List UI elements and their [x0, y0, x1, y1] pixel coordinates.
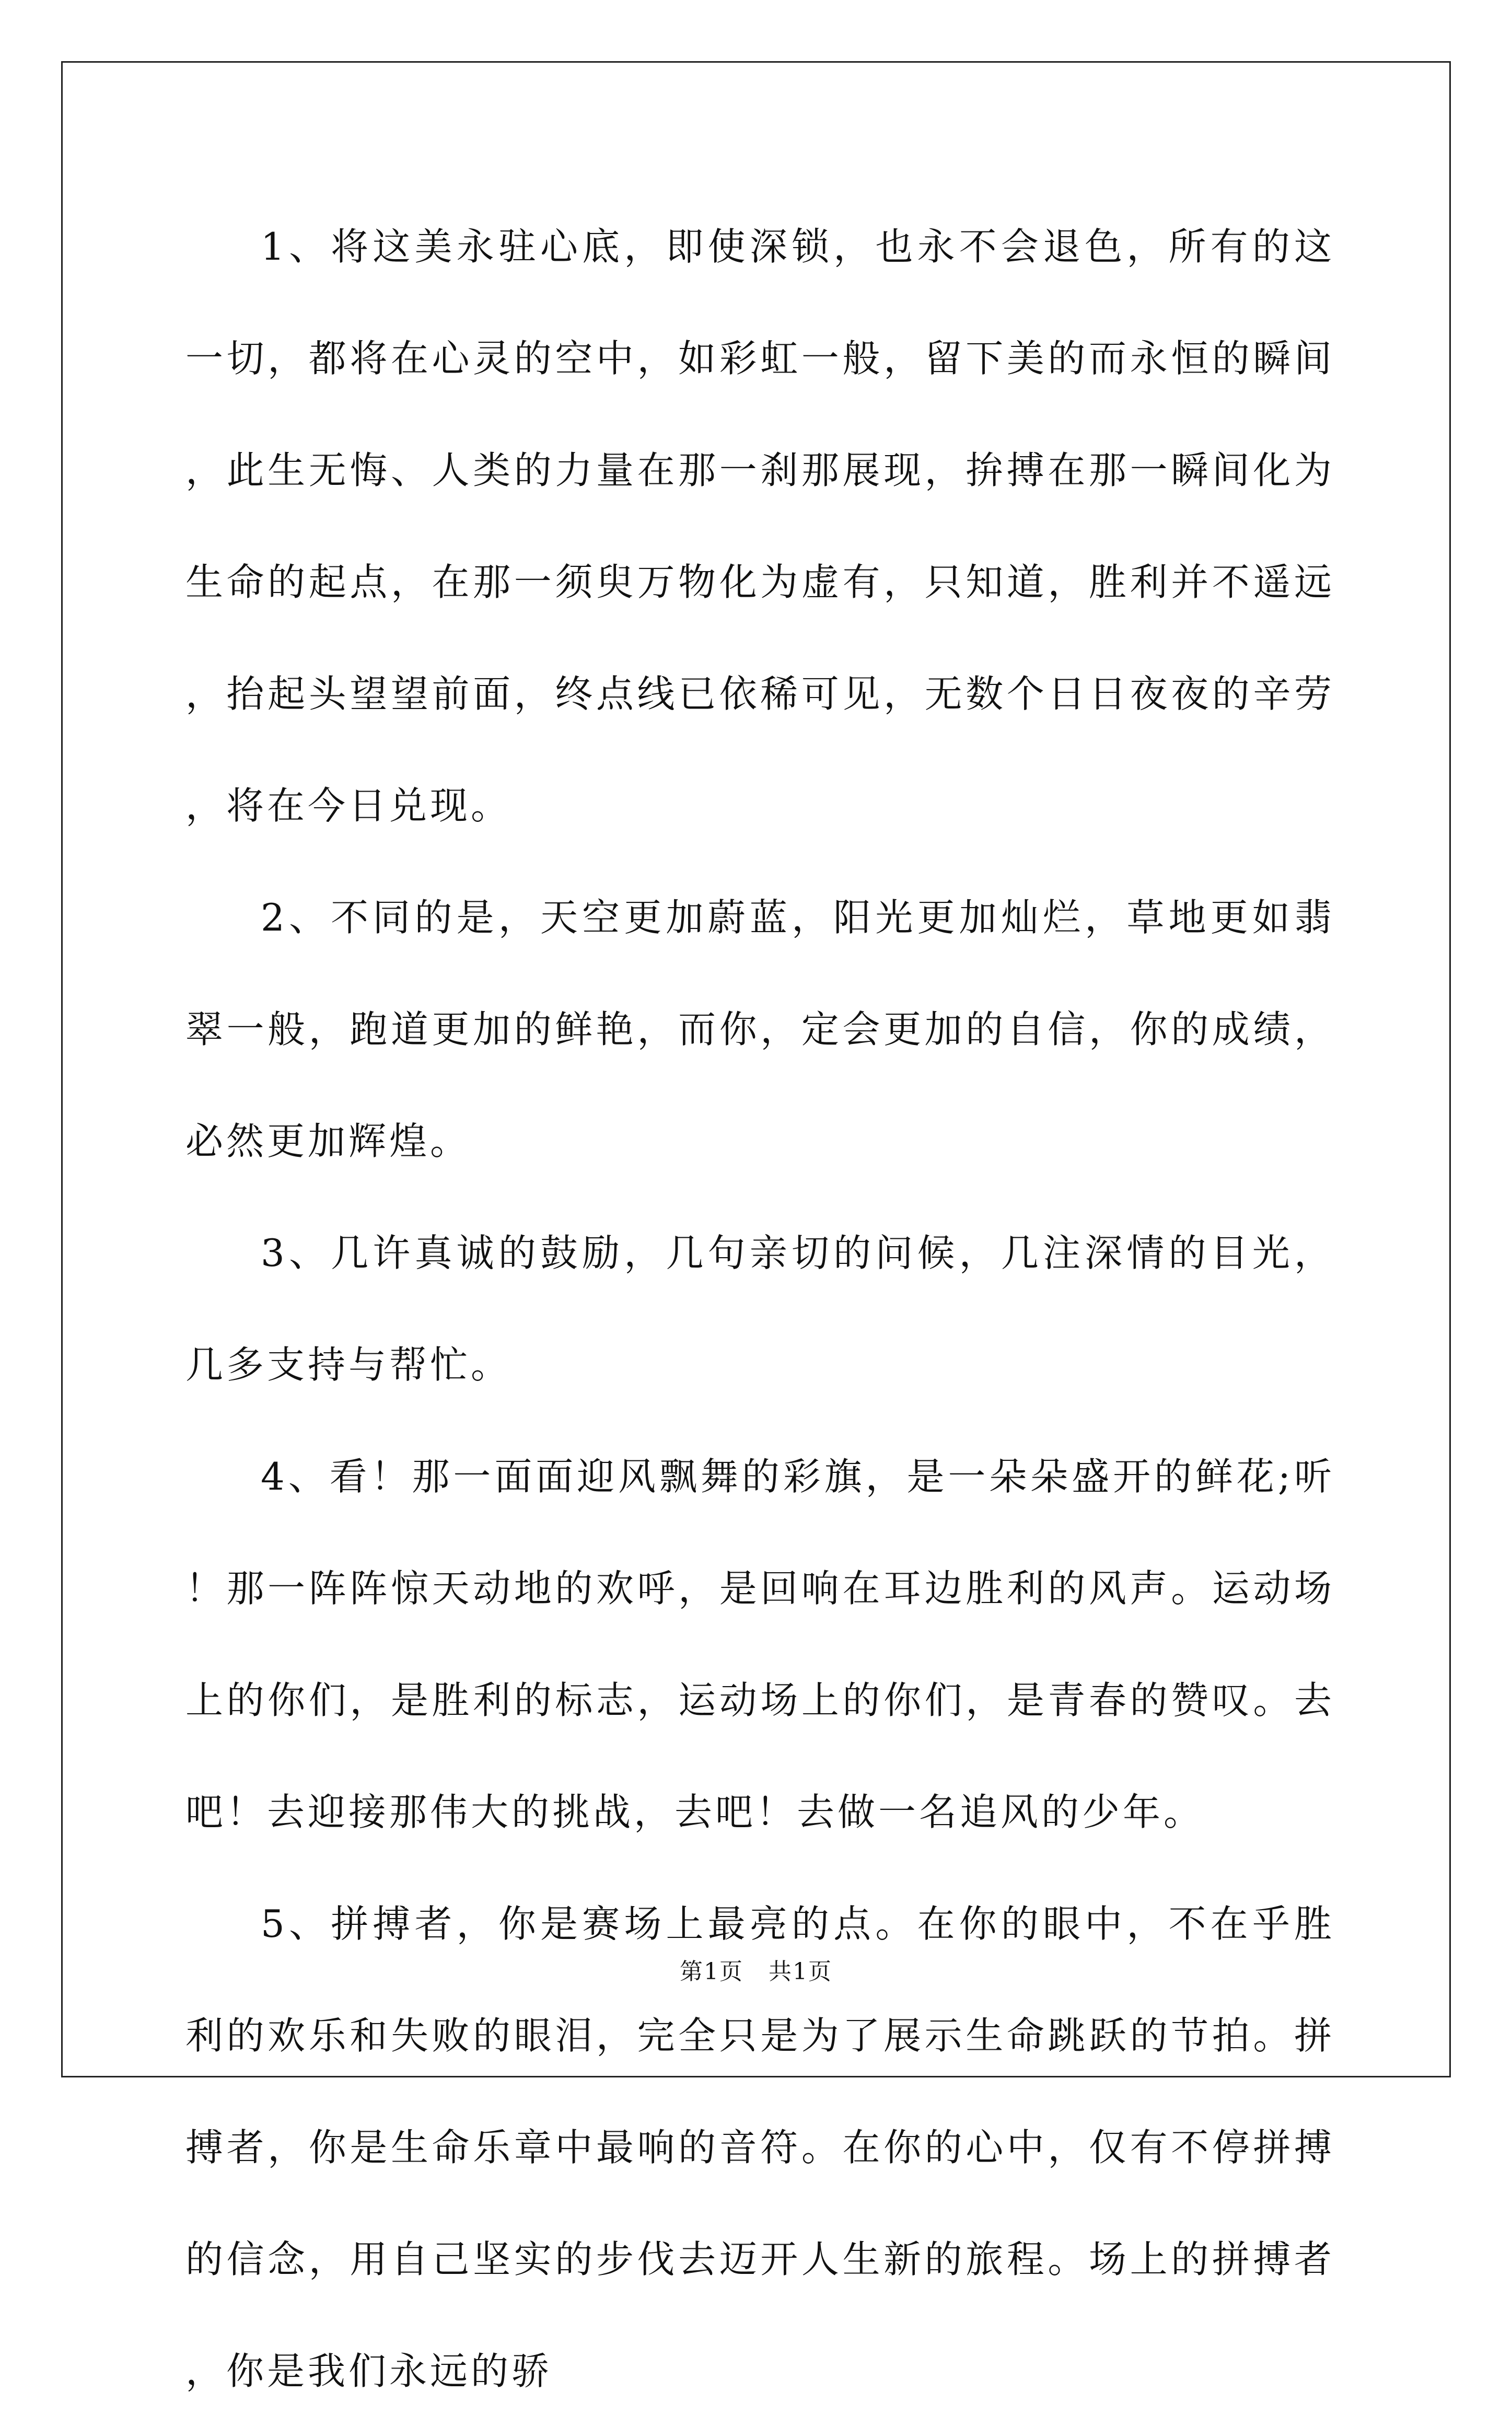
- document-body: [185, 191, 1335, 2427]
- paragraph-1: 1、将这美永驻心底，即使深锁，也永不会退色，所有的这一切，都将在心灵的空中，如彩虹一般，留下美的而永恒的瞬间，此生无悔、人类的力量在那一刹那展现，拚搏在那一瞬间化为生命的起点，在那一须臾万物化为虚有，只知道，胜利并不遥远，抬起头望望前面，终点线已依稀可见，无数个日日夜夜的辛劳，将在今日兑现。: [185, 225, 1335, 828]
- page-footer: [0, 1953, 1512, 1986]
- paragraph-5: 5、拼搏者，你是赛场上最亮的点。在你的眼中，不在乎胜利的欢乐和失败的眼泪，完全只是为了展示生命跳跃的节拍。拼搏者，你是生命乐章中最响的音符。在你的心中，仅有不停拼搏的信念，用自己坚实的步伐去迈开人生新的旅程。场上的拼搏者，你是我们永远的骄: [185, 1902, 1335, 2393]
- paragraph-4: 4、看！那一面面迎风飘舞的彩旗，是一朵朵盛开的鲜花;听！那一阵阵惊天动地的欢呼，是回响在耳边胜利的风声。运动场上的你们，是胜利的标志，运动场上的你们，是青春的赞叹。去吧！去迎接那伟大的挑战，去吧！去做一名追风的少年。: [185, 1455, 1335, 1834]
- paragraph-2: 2、不同的是，天空更加蔚蓝，阳光更加灿烂，草地更如翡翠一般，跑道更加的鲜艳，而你，定会更加的自信，你的成绩，必然更加辉煌。: [185, 896, 1335, 1163]
- page-total: 共1页: [768, 1958, 832, 1985]
- page-number: 第1页: [680, 1958, 744, 1985]
- paragraph-3: 3、几许真诚的鼓励，几句亲切的问候，几注深情的目光，几多支持与帮忙。: [185, 1231, 1335, 1387]
